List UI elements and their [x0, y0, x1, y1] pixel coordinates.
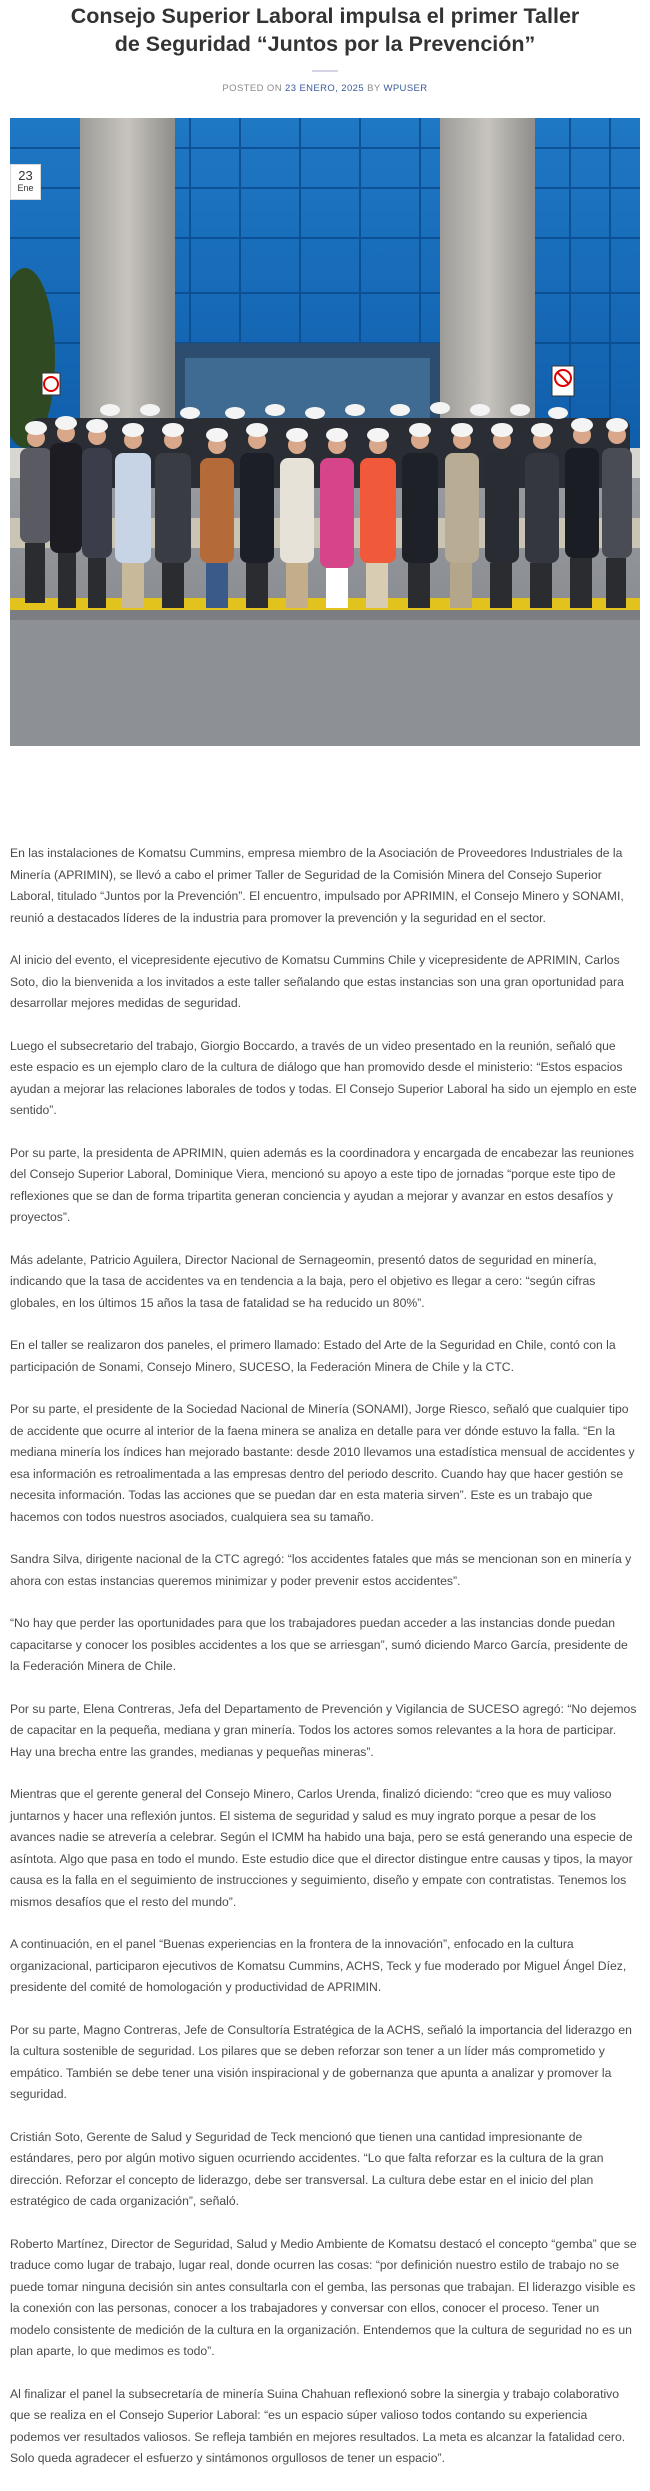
paragraph: Por su parte, Magno Contreras, Jefe de Consultoría Estratégica de la ACHS, señaló la importancia del liderazgo en la cultura sostenible de seguridad. Los pilares que se deben reforzar son tener a un líder más comprometido y empático. También se debe tener una visión inspiracional y de gobernanza que apunta a analizar y promover la seguridad. — [10, 2022, 632, 2101]
posted-on-label: POSTED ON — [222, 83, 282, 94]
paragraph: En el taller se realizaron dos paneles, el primero llamado: Estado del Arte de la Seguridad en Chile, contó con la participación de Sonami, Consejo Minero, SUCESO, la Federación Minera de Chile y la CTC. — [10, 1338, 616, 1374]
date-badge-day: 23 — [18, 168, 33, 183]
paragraph: Por su parte, el presidente de la Sociedad Nacional de Minería (SONAMI), Jorge Riesco, señaló que cualquier tipo de accidente que ocurre al interior de la faena minera se analiza en detalle para ver dónde estuvo la falla. “En la mediana minería los índices han mejorado bastante: desde 2010 llevamos una estadística mensual de accidentes y esa información es retroalimentada a las empresas dentro del periodo descrito. Cuando hay que hacer gestión se necesita información. Todas las acciones que se puedan dar en esta materia sirven”. Este es un trabajo que hacemos con todos nuestros asociados, cualquiera sea su tamaño. — [10, 1402, 635, 1524]
paragraph: Roberto Martínez, Director de Seguridad, Salud y Medio Ambiente de Komatsu destacó el concepto “gemba” que se traduce como lugar de trabajo, lugar real, donde ocurren las cosas: “por definición nuestro estilo de trabajo no se puede tomar ninguna decisión sin antes consultarla con el gemba, las personas que trabajan. El liderazgo visible es la conexión con las personas, conocer a los trabajadores y conversar con ellos, conocer el proceso. Tener un modelo consistente de medición de la cultura en la organización. Entendemos que la cultura de seguridad no es un plan aparte, lo que medimos es todo”. — [10, 2236, 637, 2358]
date-badge-month: Ene — [17, 183, 34, 193]
author-link[interactable]: WPUSER — [383, 83, 428, 94]
date-badge — [10, 164, 41, 200]
paragraph: A continuación, en el panel “Buenas experiencias en la frontera de la innovación”, enfocado en la cultura organizacional, participaron ejecutivos de Komatsu Cummins, ACHS, Teck y fue moderado por Miguel Ángel Díez, presidente del comité de homologación y productividad de APRIMIN. — [10, 1937, 627, 1994]
no-entry-sign-icon — [552, 366, 574, 396]
paragraph: Por su parte, la presidenta de APRIMIN, quien además es la coordinadora y encargada de encabezar las reuniones del Consejo Superior Laboral, Dominique Viera, mencionó su apoyo a este tipo de jornadas “porque este tipo de reflexiones que se dan de forma tripartita generan conciencia y ayudan a mejorar y avanzar en estos desafíos y proyectos”. — [10, 1145, 634, 1224]
no-parking-sign-icon — [42, 373, 60, 395]
featured-image — [10, 118, 640, 746]
paragraph: “No hay que perder las oportunidades para que los trabajadores puedan acceder a las instancias donde puedan capacitarse y conocer los posibles accidentes a los que se arriesgan”, sumó diciendo Marco García, presidente de la Federación Minera de Chile. — [10, 1616, 628, 1673]
group-photo — [10, 118, 640, 746]
paragraph: Cristián Soto, Gerente de Salud y Seguridad de Teck mencionó que tienen una cantidad impresionante de estándares, pero por algún motivo siguen ocurriendo accidentes. “Lo que falta reforzar es la cultura de la gran dirección. Reforzar el concepto de liderazgo, debe ser transversal. La cultura debe estar en el inicio del plan estratégico de cada organización”, señaló. — [10, 2129, 604, 2208]
paragraph: Más adelante, Patricio Aguilera, Director Nacional de Sernageomin, presentó datos de seguridad en minería, indicando que la tasa de accidentes va en tendencia a la baja, pero el objetivo es llegar a cero: “según cifras globales, en los últimos 15 años la tasa de fatalidad se ha reducido un 80%”. — [10, 1252, 597, 1310]
title-divider — [312, 70, 338, 72]
paragraph: Por su parte, Elena Contreras, Jefa del Departamento de Prevención y Vigilancia de SUCESO agregó: “No dejemos de capacitar en la pequeña, mediana y gran minería. Todos los actores somos relevantes a la hora de participar. Hay una brecha entre las grandes, medianas y pequeñas mineras”. — [10, 1701, 637, 1759]
paragraph: Al finalizar el panel la subsecretaría de minería Suina Chahuan reflexionó sobre la sinergia y trabajo colaborativo que se realiza en el Consejo Superior Laboral: “es un espacio súper valioso todos contando su experiencia podemos ver resultados valiosos. Se refleja también en mejores resultados. La meta es alcanzar la fatalidad cero. Solo queda agradecer el esfuerzo y sintámonos orgullosos de tener un espacio”. — [10, 2386, 626, 2465]
post-date-link[interactable]: 23 ENERO, 2025 — [285, 83, 365, 94]
post-meta — [0, 82, 650, 96]
paragraph: En las instalaciones de Komatsu Cummins, empresa miembro de la Asociación de Proveedores Industriales de la Minería (APRIMIN), se llevó a cabo el primer Taller de Seguridad de la Comisión Minera del Consejo Superior Laboral, titulado “Juntos por la Prevención”. El encuentro, impulsado por APRIMIN, el Consejo Minero y SONAMI, reunió a destacados líderes de la industria para promover la prevención y la seguridad en el sector. — [10, 846, 624, 925]
paragraph: Mientras que el gerente general del Consejo Minero, Carlos Urenda, finalizó diciendo: “creo que es muy valioso juntarnos y hacer una reflexión juntos. El sistema de seguridad y salud es muy ingrato porque a pesar de los avances nadie se atrevería a celebrar. Según el ICMM ha habido una baja, pero se está generando una especie de asíntota. Algo que pasa en todo el mundo. Este estudio dice que el director distingue entre causas y tipos, la mayor causa es la falla en el seguimiento de instrucciones y seguimiento, diseño y empate con contratistas. Tenemos los mismos desafíos que el resto del mundo”. — [10, 1787, 633, 1909]
paragraph: Sandra Silva, dirigente nacional de la CTC agregó: “los accidentes fatales que más se mencionan son en minería y ahora con estas instancias queremos minimizar y poder prevenir estos accidentes”. — [10, 1552, 632, 1588]
article-body — [10, 843, 640, 2491]
article-title: Consejo Superior Laboral impulsa el primer Taller de Seguridad “Juntos por la Prevención” — [70, 4, 580, 56]
paragraph: Luego el subsecretario del trabajo, Giorgio Boccardo, a través de un video presentado en la reunión, señaló que este espacio es un ejemplo claro de la cultura de diálogo que han promovido desde el ministerio: “Estos espacios ayudan a mejorar las relaciones laborales de todos y todas. El Consejo Superior Laboral ha sido un ejemplo en este sentido”. — [10, 1038, 637, 1117]
by-label: BY — [367, 83, 381, 94]
paragraph: Al inicio del evento, el vicepresidente ejecutivo de Komatsu Cummins Chile y vicepresidente de APRIMIN, Carlos Soto, dio la bienvenida a los invitados a este taller señalando que estas instancias son una gran oportunidad para desarrollar mejores medidas de seguridad. — [10, 953, 624, 1010]
